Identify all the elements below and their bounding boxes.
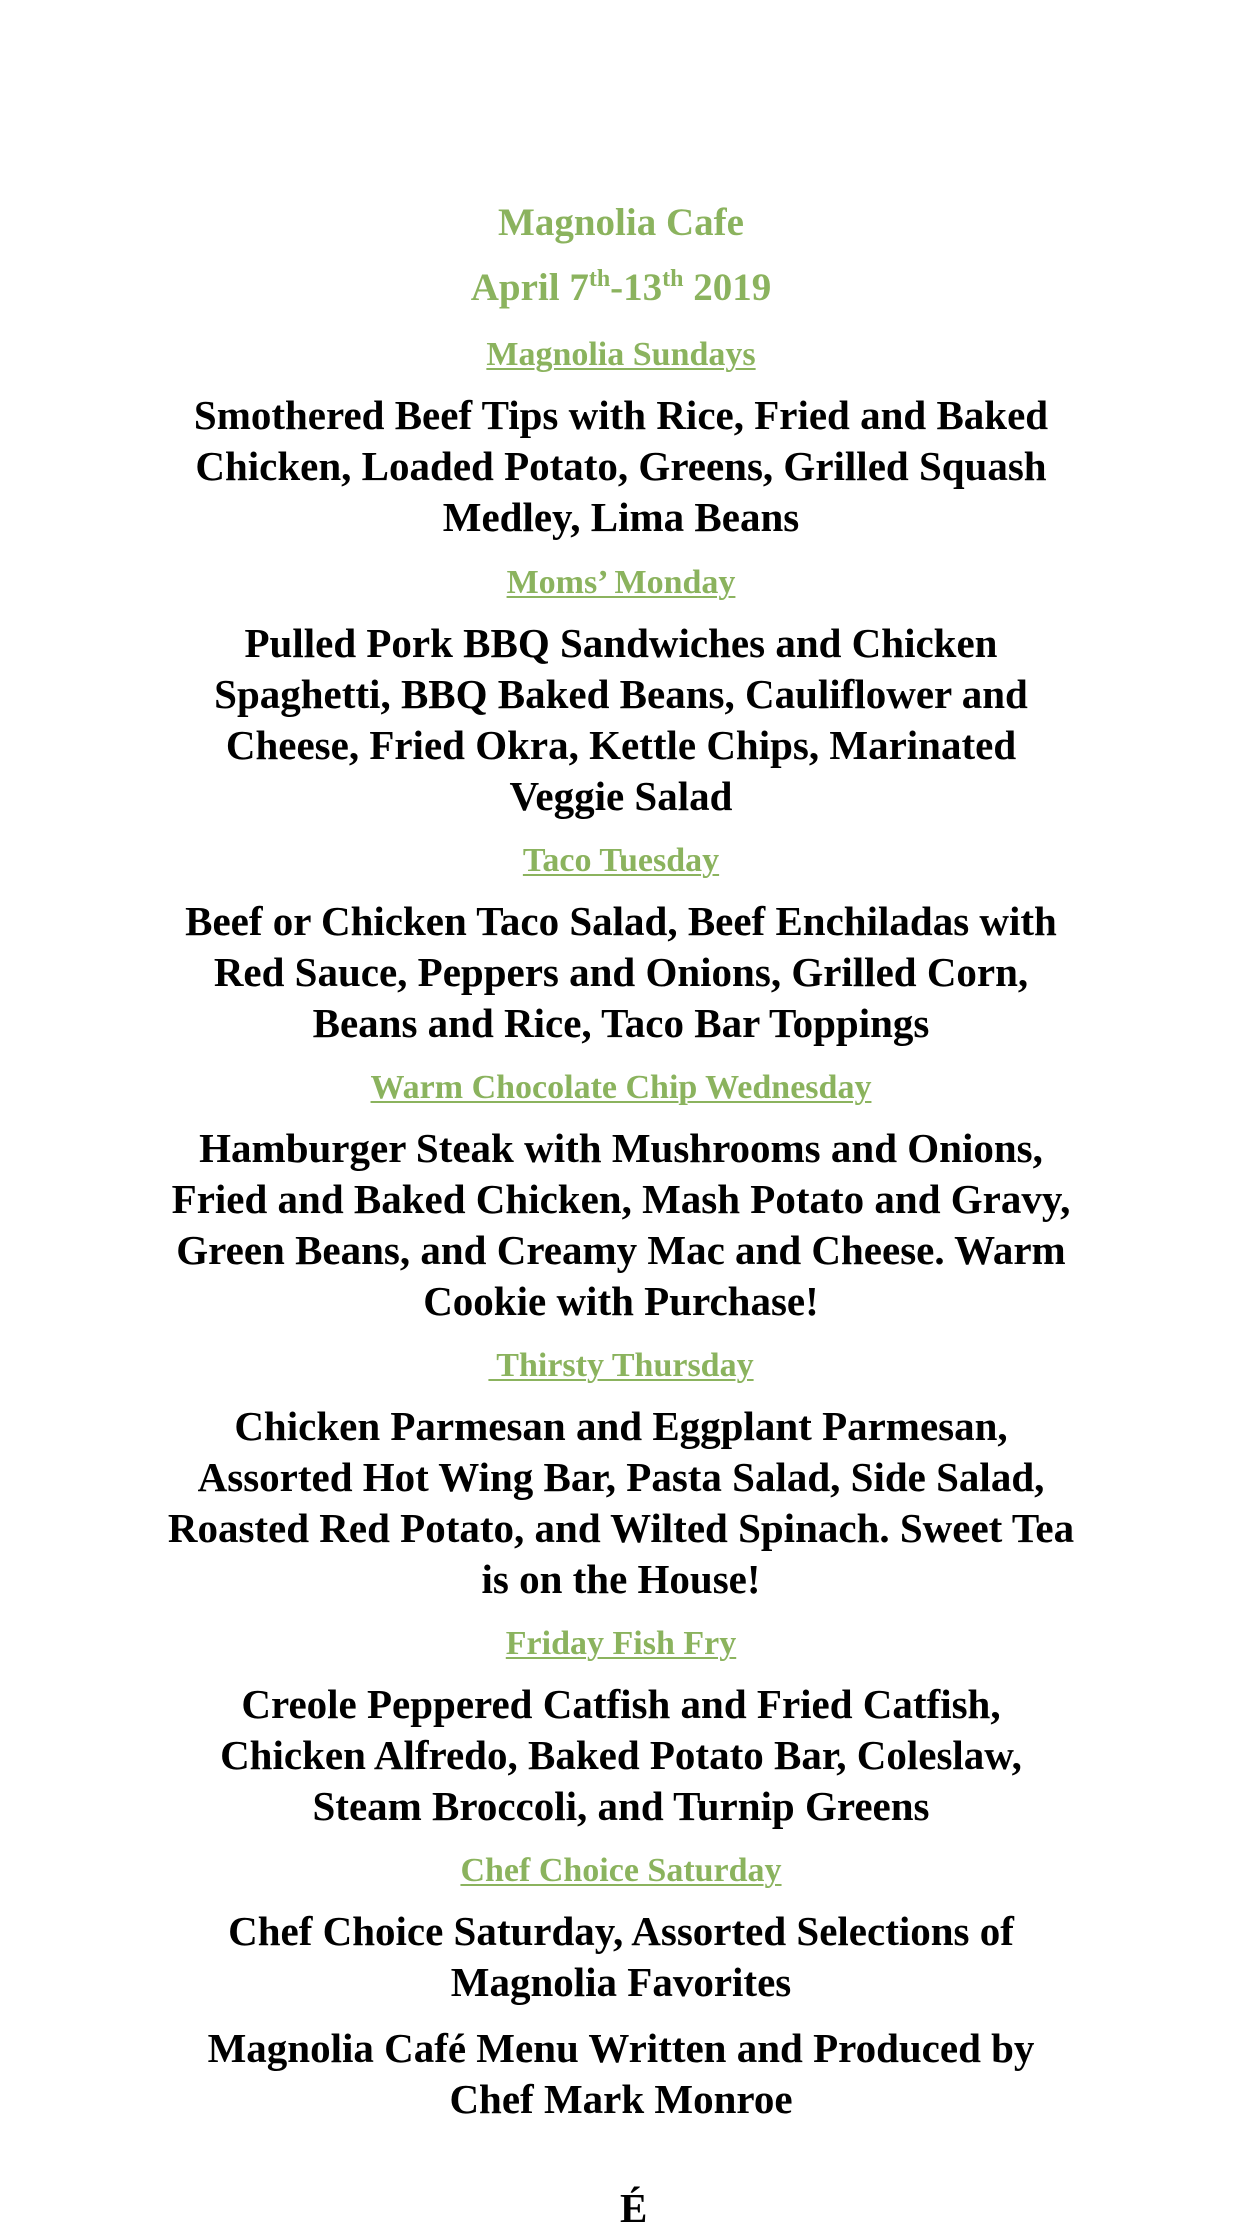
menu-line: Chicken, Loaded Potato, Greens, Grilled Squash xyxy=(195,443,1047,489)
menu-line: Roasted Red Potato, and Wilted Spinach. Sweet Tea xyxy=(167,1505,1075,1551)
menu-line: Cheese, Fried Okra, Kettle Chips, Marinated xyxy=(225,722,1017,768)
day-heading-sunday: Magnolia Sundays xyxy=(486,336,756,373)
menu-line: Chef Choice Saturday, Assorted Selections of xyxy=(228,1908,1014,1954)
day-heading-saturday: Chef Choice Saturday xyxy=(460,1852,782,1889)
day-heading-wednesday: Warm Chocolate Chip Wednesday xyxy=(370,1069,872,1106)
menu-line: Green Beans, and Creamy Mac and Cheese. Warm xyxy=(176,1227,1066,1273)
menu-body-tuesday xyxy=(140,896,1102,1049)
menu-line: Spaghetti, BBQ Baked Beans, Cauliflower and xyxy=(214,671,1028,717)
menu-line: Red Sauce, Peppers and Onions, Grilled Corn, xyxy=(213,949,1029,995)
date-end-day: -13 xyxy=(610,266,663,309)
day-heading-friday: Friday Fish Fry xyxy=(505,1625,737,1662)
menu-body-friday xyxy=(140,1679,1102,1832)
menu-line: Smothered Beef Tips with Rice, Fried and Baked xyxy=(193,392,1049,438)
menu-body-wednesday xyxy=(140,1123,1102,1327)
credit-line: Chef Mark Monroe xyxy=(449,2076,793,2122)
credit-line: Magnolia Café Menu Written and Produced by xyxy=(207,2025,1035,2071)
menu-credit xyxy=(140,2023,1102,2125)
menu-body-monday xyxy=(140,618,1102,822)
menu-line: Magnolia Favorites xyxy=(450,1959,792,2005)
day-heading-thursday: Thirsty Thursday xyxy=(488,1347,754,1384)
menu-line: Creole Peppered Catfish and Fried Catfish, xyxy=(241,1681,1001,1727)
menu-line: Veggie Salad xyxy=(509,773,733,819)
menu-line: Chicken Alfredo, Baked Potato Bar, Coleslaw, xyxy=(220,1732,1022,1778)
menu-line: Chicken Parmesan and Eggplant Parmesan, xyxy=(234,1403,1008,1449)
menu-line: Cookie with Purchase! xyxy=(423,1278,819,1324)
menu-line: Pulled Pork BBQ Sandwiches and Chicken xyxy=(244,620,998,666)
menu-line: is on the House! xyxy=(481,1556,761,1602)
menu-body-thursday xyxy=(140,1401,1102,1605)
menu-line: Hamburger Steak with Mushrooms and Onions, xyxy=(199,1125,1043,1171)
date-suffix-start: th xyxy=(588,266,611,292)
menu-line: Medley, Lima Beans xyxy=(442,494,800,540)
menu-body-sunday xyxy=(140,390,1102,543)
day-heading-tuesday: Taco Tuesday xyxy=(522,842,720,879)
menu-line: Steam Broccoli, and Turnip Greens xyxy=(312,1783,930,1829)
cut-off-text-fragment: É xyxy=(620,2185,648,2231)
menu-body-saturday xyxy=(140,1906,1102,2008)
date-year: 2019 xyxy=(683,266,772,309)
menu-line: Assorted Hot Wing Bar, Pasta Salad, Side Salad, xyxy=(197,1454,1045,1500)
date-range-title xyxy=(0,268,1242,307)
date-month: April 7 xyxy=(470,266,589,309)
cafe-name-title: Magnolia Cafe xyxy=(498,201,744,244)
menu-line: Beans and Rice, Taco Bar Toppings xyxy=(312,1000,930,1046)
menu-line: Beef or Chicken Taco Salad, Beef Enchiladas with xyxy=(185,898,1057,944)
date-suffix-end: th xyxy=(662,266,684,292)
menu-line: Fried and Baked Chicken, Mash Potato and Gravy, xyxy=(171,1176,1071,1222)
day-heading-monday: Moms’ Monday xyxy=(506,564,736,601)
